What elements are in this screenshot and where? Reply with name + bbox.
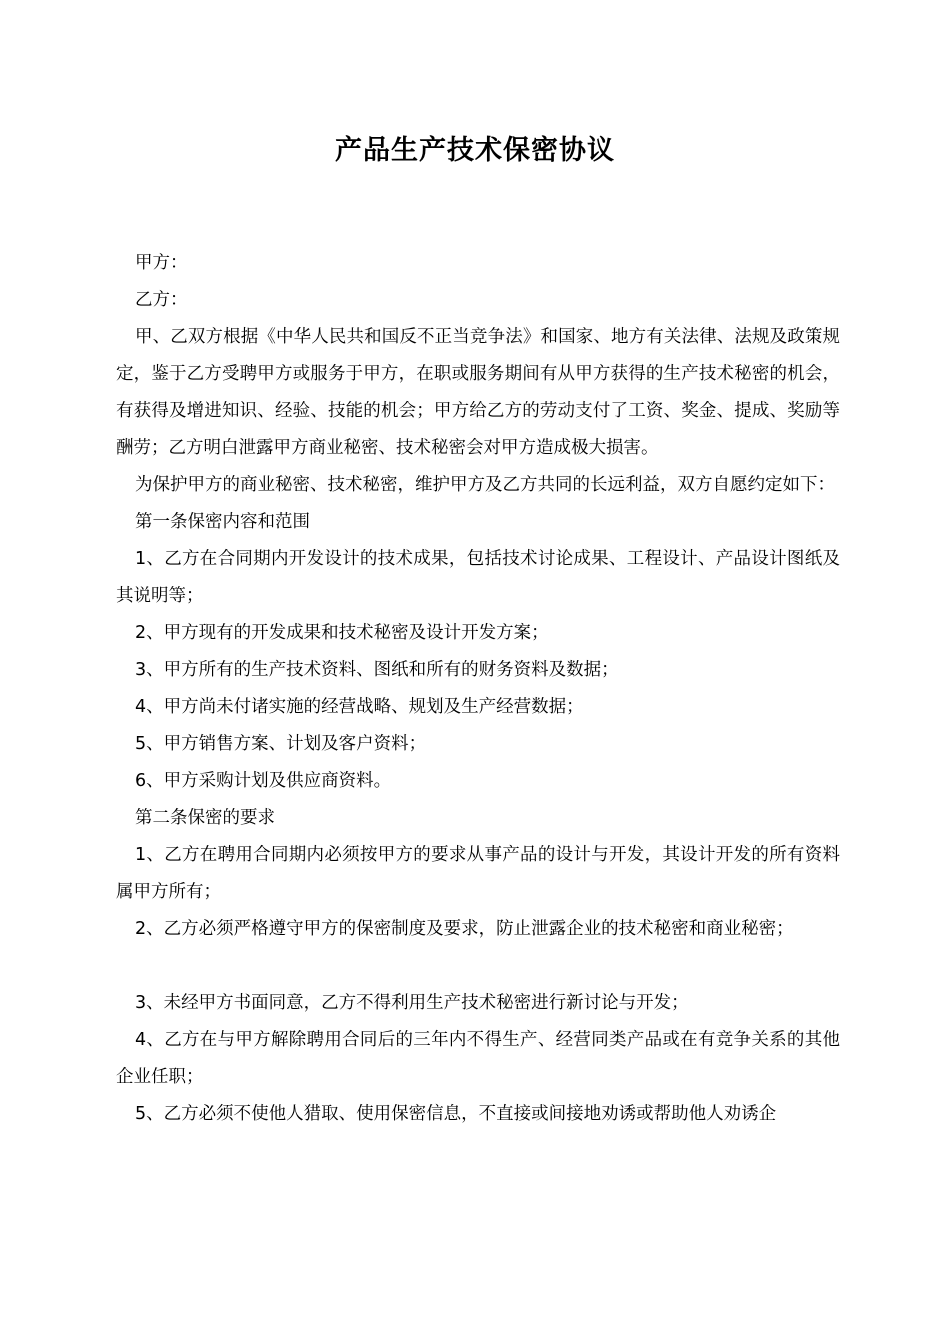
party-b-line: 乙方： — [135, 290, 188, 310]
article-2-item-4: 4、乙方在与甲方解除聘用合同后的三年内不得生产、经营同类产品或在有竞争关系的其他企业任职； — [116, 1030, 840, 1087]
document-title: 产品生产技术保密协议 — [335, 135, 615, 166]
article-2-heading: 第二条保密的要求 — [135, 808, 275, 828]
article-1-heading: 第一条保密内容和范围 — [135, 512, 310, 532]
article-1-item-2: 2、甲方现有的开发成果和技术秘密及设计开发方案； — [135, 623, 549, 643]
document-body — [116, 245, 840, 1133]
article-1-item-1: 1、乙方在合同期内开发设计的技术成果，包括技术讨论成果、工程设计、产品设计图纸及其说明等； — [116, 549, 840, 606]
purpose-paragraph: 为保护甲方的商业秘密、技术秘密，维护甲方及乙方共同的长远利益，双方自愿约定如下： — [135, 475, 835, 495]
article-1-item-5: 5、甲方销售方案、计划及客户资料； — [135, 734, 427, 754]
article-2-item-3: 3、未经甲方书面同意，乙方不得利用生产技术秘密进行新讨论与开发； — [135, 993, 689, 1013]
article-2-item-2: 2、乙方必须严格遵守甲方的保密制度及要求，防止泄露企业的技术秘密和商业秘密； — [135, 919, 794, 939]
article-2-item-1: 1、乙方在聘用合同期内必须按甲方的要求从事产品的设计与开发，其设计开发的所有资料属甲方所有； — [116, 845, 840, 902]
preamble-paragraph: 甲、乙双方根据《中华人民共和国反不正当竞争法》和国家、地方有关法律、法规及政策规定，鉴于乙方受聘甲方或服务于甲方，在职或服务期间有从甲方获得的生产技术秘密的机会，有获得及增进知识、经验、技能的机会；甲方给乙方的劳动支付了工资、奖金、提成、奖励等酬劳；乙方明白泄露甲方商业秘密、技术秘密会对甲方造成极大损害。 — [116, 327, 840, 458]
article-1-item-4: 4、甲方尚未付诸实施的经营战略、规划及生产经营数据； — [135, 697, 584, 717]
article-2-item-5: 5、乙方必须不使他人猎取、使用保密信息，不直接或间接地劝诱或帮助他人劝诱企 — [135, 1104, 777, 1124]
article-1-item-3: 3、甲方所有的生产技术资料、图纸和所有的财务资料及数据； — [135, 660, 619, 680]
article-1-item-6: 6、甲方采购计划及供应商资料。 — [135, 771, 392, 791]
party-a-line: 甲方： — [135, 253, 188, 273]
